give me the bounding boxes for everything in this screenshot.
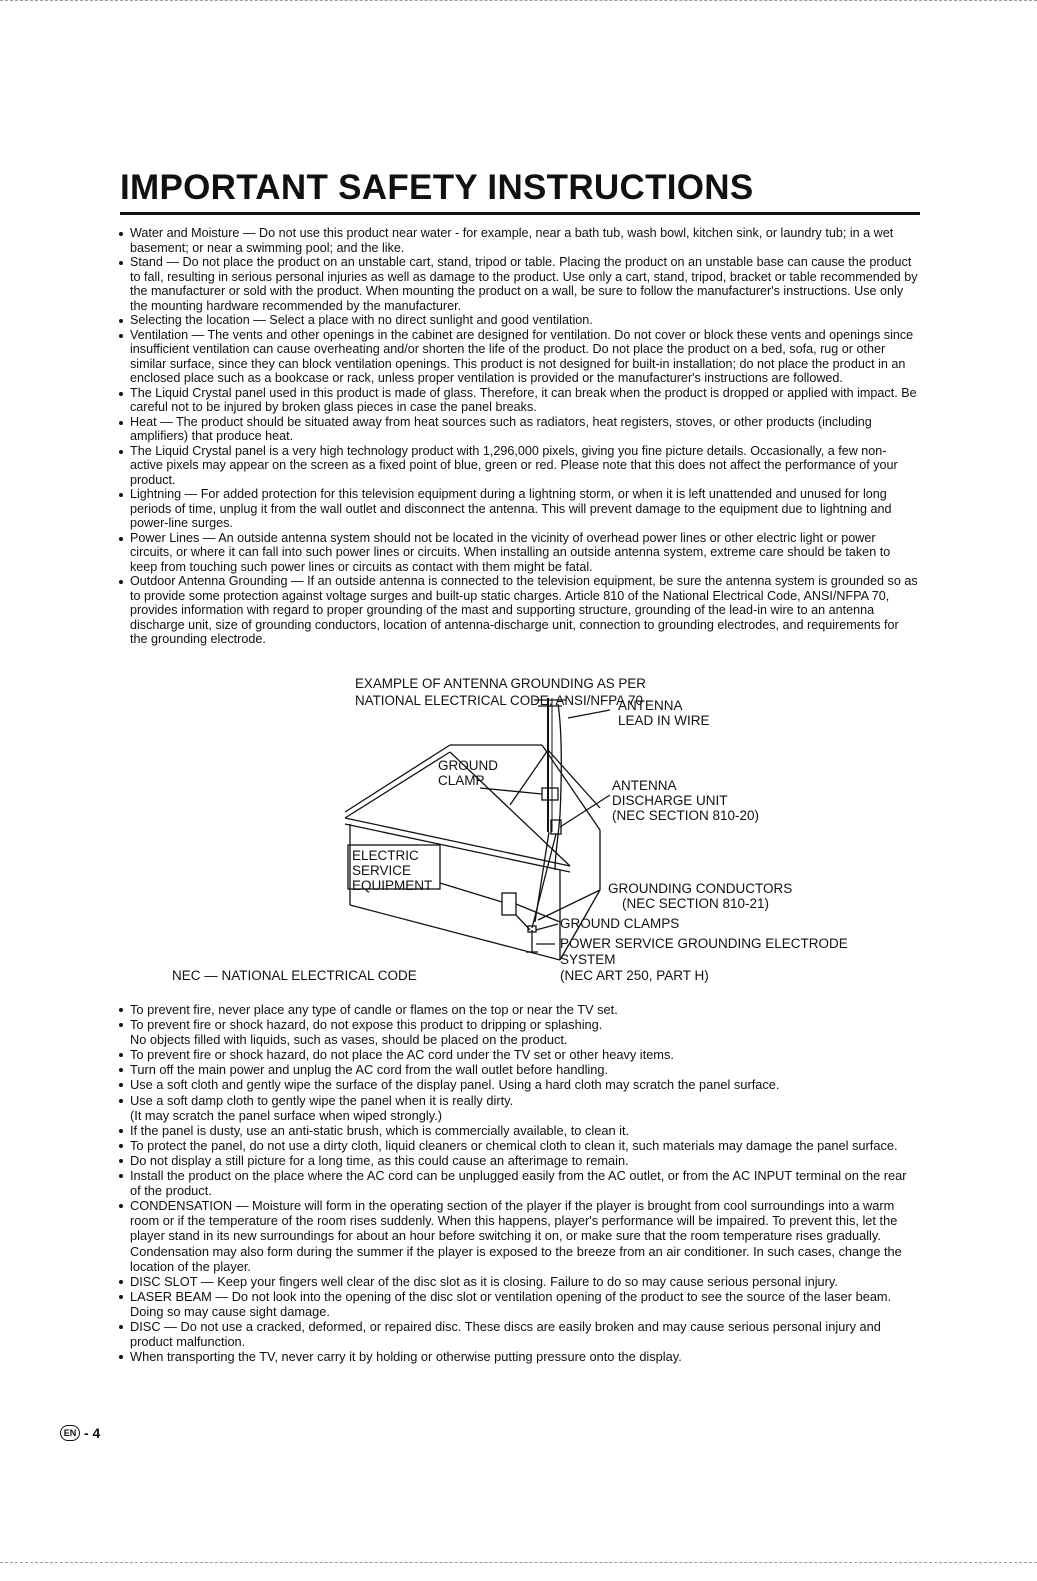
list-item: To prevent fire, never place any type of candle or flames on the top or near the TV set. — [118, 1002, 918, 1017]
grounding-conductor — [532, 834, 556, 928]
list-item: Install the product on the place where the AC cord can be unplugged easily from the AC outlet, or from the AC INPUT terminal on the rear of the product. — [118, 1168, 918, 1198]
roof-line — [345, 745, 450, 812]
list-item: Use a soft cloth and gently wipe the surface of the display panel. Using a hard cloth may scratch the panel surface. — [118, 1077, 918, 1092]
label-power-service: SYSTEM — [560, 952, 616, 967]
list-item: Selecting the location — Select a place with no direct sunlight and good ventilation. — [118, 313, 918, 328]
scan-border-top — [0, 0, 1037, 1]
scan-border-bottom — [0, 1562, 1037, 1563]
label-power-service: (NEC ART 250, PART H) — [560, 968, 709, 983]
list-item: To protect the panel, do not use a dirty cloth, liquid cleaners or chemical cloth to clean it, such materials may damage the panel surface. — [118, 1138, 918, 1153]
list-item: Water and Moisture — Do not use this product near water - for example, near a bath tub, wash bowl, kitchen sink, or laundry tub; in a wet basement; or near a swimming pool; and the like. — [118, 226, 918, 255]
list-item-continuation: No objects filled with liquids, such as vases, should be placed on the product. — [130, 1032, 568, 1048]
label-discharge-unit: ANTENNA — [612, 778, 677, 793]
label-ground-clamps: GROUND CLAMPS — [560, 916, 680, 931]
list-item: Lightning — For added protection for this television equipment during a lightning storm, or when it is left unattended and unused for long periods of time, unplug it from the wall outlet and disconnect the antenna. This will prevent damage to the equipment due to lightning and power-line surges. — [118, 487, 918, 531]
leader-line — [536, 924, 558, 930]
electric-service-box — [502, 893, 516, 915]
leader-line — [480, 788, 542, 794]
label-ground-clamp: CLAMP — [438, 773, 485, 788]
label-electric-service: EQUIPMENT — [352, 878, 433, 893]
list-item: CONDENSATION — Moisture will form in the operating section of the player if the player is brought from cool surroundings into a warm room or if the temperature of the room rises suddenly. When this happens, player's performance will be impaired. To prevent this, let the player stand in its new surroundings for about an hour before switching it on, or make sure that the room temperature rises gradually. Condensation may also form during the summer if the player is exposed to the breeze from an air conditioner. In such cases, change the location of the player. — [118, 1198, 918, 1273]
leader-line — [440, 883, 502, 902]
label-ground-clamp: GROUND — [438, 758, 498, 773]
list-item: The Liquid Crystal panel is a very high technology product with 1,296,000 pixels, giving you fine picture details. Occasionally, a few non-active pixels may appear on the screen as a fixed point of blue, green or red. Please note that this does not affect the performance of your product. — [118, 444, 918, 488]
list-item: Stand — Do not place the product on an unstable cart, stand, tripod or table. Placing the product on an unstable base can cause the product to fall, resulting in serious personal injuries as well as damage to the product. Use only a cart, stand, tripod, bracket or table recommended by the manufacturer or sold with the product. When mounting the product on a wall, be sure to follow the manufacturer's instructions. Use only the mounting hardware recommended by the manufacturer. — [118, 255, 918, 313]
list-item: Ventilation — The vents and other openings in the cabinet are designed for ventilation. Do not cover or block these vents and openings since insufficient ventilation can cause overheating and/or shorten the life of the product. Do not place the product on a bed, sofa, rug or other similar surface, since they can block ventilation openings. This product is not designed for built-in installation; do not place the product in an enclosed place such as a bookcase or rack, unless proper ventilation is provided or the manufacturer's instructions are followed. — [118, 328, 918, 386]
list-item: If the panel is dusty, use an anti-static brush, which is commercially available, to clean it. — [118, 1123, 918, 1138]
list-item: Heat — The product should be situated away from heat sources such as radiators, heat registers, stoves, or other products (including amplifiers) that produce heat. — [118, 415, 918, 444]
list-item: Outdoor Antenna Grounding — If an outside antenna is connected to the television equipment, be sure the antenna system is grounded so as to provide some protection against voltage surges and built-up static charges. Article 810 of the National Electrical Code, ANSI/NFPA 70, provides information with regard to proper grounding of the mast and supporting structure, grounding of the lead-in wire to an antenna discharge unit, size of grounding conductors, location of antenna-discharge unit, connection to grounding electrodes, and requirements for the grounding electrode. — [118, 574, 918, 647]
language-badge-icon: EN — [60, 1425, 80, 1441]
leader-line — [560, 795, 610, 827]
label-antenna-lead-in: ANTENNA — [618, 698, 683, 713]
list-item: Power Lines — An outside antenna system should not be located in the vicinity of overhead power lines or other electric light or power circuits, or where it can fall into such power lines or circuits. When installing an outside antenna system, extreme care should be taken to keep from touching such power lines or circuits as contact with them might be fatal. — [118, 531, 918, 575]
label-nec-note: NEC — NATIONAL ELECTRICAL CODE — [172, 968, 417, 983]
diagram-title-line: EXAMPLE OF ANTENNA GROUNDING AS PER — [355, 676, 646, 691]
list-item-continuation: (It may scratch the panel surface when wiped strongly.) — [130, 1107, 443, 1123]
list-item: To prevent fire or shock hazard, do not place the AC cord under the TV set or other heavy items. — [118, 1047, 918, 1062]
safety-list-bottom — [118, 1002, 918, 1364]
list-item — [118, 1093, 918, 1123]
diagram-title-line: NATIONAL ELECTRICAL CODE, ANSI/NFPA 70 — [355, 693, 643, 708]
safety-list-top — [118, 226, 918, 647]
label-discharge-unit: (NEC SECTION 810-20) — [612, 808, 760, 823]
list-item: DISC SLOT — Keep your fingers well clear of the disc slot as it is closing. Failure to do so may cause serious personal injury. — [118, 1274, 918, 1289]
label-discharge-unit: DISCHARGE UNIT — [612, 793, 728, 808]
roof-line — [345, 752, 450, 818]
list-item: Do not display a still picture for a long time, as this could cause an afterimage to remain. — [118, 1153, 918, 1168]
list-item: When transporting the TV, never carry it by holding or otherwise putting pressure onto the display. — [118, 1349, 918, 1364]
label-electric-service: ELECTRIC — [352, 848, 419, 863]
label-grounding-conductors: (NEC SECTION 810-21) — [622, 896, 770, 911]
list-item-text: To prevent fire or shock hazard, do not expose this product to dripping or splashing. — [130, 1017, 603, 1033]
list-item: Turn off the main power and unplug the AC cord from the wall outlet before handling. — [118, 1062, 918, 1077]
antenna-grounding-diagram — [130, 690, 910, 1000]
lead-in-wire — [555, 704, 561, 870]
guy-wire — [548, 750, 600, 808]
label-electric-service: SERVICE — [352, 863, 412, 878]
list-item: The Liquid Crystal panel used in this product is made of glass. Therefore, it can break when the product is dropped or applied with impact. Be careful not to be injured by broken glass pieces in case the panel breaks. — [118, 386, 918, 415]
label-grounding-conductors: GROUNDING CONDUCTORS — [608, 881, 793, 896]
leader-line — [568, 710, 610, 718]
list-item: DISC — Do not use a cracked, deformed, or repaired disc. These discs are easily broken and may cause serious personal injury and product malfunction. — [118, 1319, 918, 1349]
page-number — [60, 1425, 100, 1441]
page-title: IMPORTANT SAFETY INSTRUCTIONS — [120, 168, 754, 207]
page-number-text: - 4 — [84, 1425, 101, 1441]
list-item-text: Use a soft damp cloth to gently wipe the panel when it is really dirty. — [130, 1092, 514, 1108]
list-item — [118, 1017, 918, 1047]
label-power-service: POWER SERVICE GROUNDING ELECTRODE — [560, 936, 848, 951]
title-underline — [120, 212, 920, 215]
label-antenna-lead-in: LEAD IN WIRE — [618, 713, 710, 728]
ground-clamp — [542, 788, 558, 800]
list-item: LASER BEAM — Do not look into the opening of the disc slot or ventilation opening of the product to see the source of the laser beam. Doing so may cause sight damage. — [118, 1289, 918, 1319]
